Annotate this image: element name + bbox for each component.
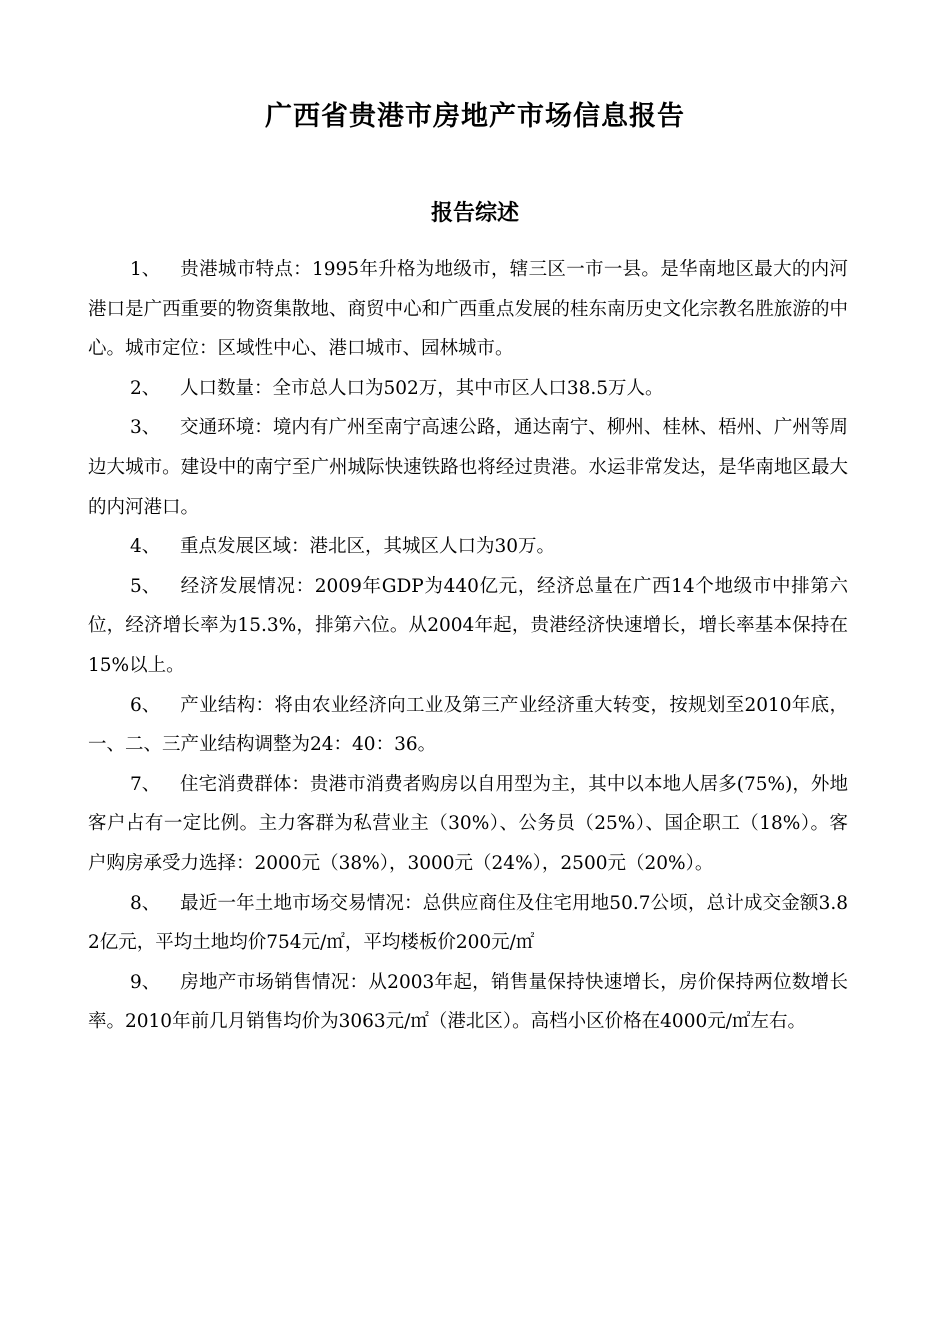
item-text: 经济发展情况：2009年GDP为440亿元，经济总量在广西14个地级市中排第六位，经济增长率为15.3%，排第六位。从2004年起，贵港经济快速增长，增长率基本保持在15%以上。 bbox=[88, 575, 848, 676]
summary-item-4 bbox=[88, 527, 848, 567]
summary-item-9 bbox=[88, 963, 848, 1042]
item-number: 6、 bbox=[130, 694, 161, 716]
item-number: 4、 bbox=[130, 536, 161, 558]
item-number: 5、 bbox=[130, 575, 161, 597]
summary-item-8 bbox=[88, 884, 848, 963]
item-number: 1、 bbox=[130, 259, 161, 280]
item-text: 贵港城市特点：1995年升格为地级市，辖三区一市一县。是华南地区最大的内河港口是广西重要的物资集散地、商贸中心和广西重点发展的桂东南历史文化宗教名胜旅游的中心。城市定位：区域性中心、港口城市、园林城市。 bbox=[88, 259, 848, 360]
item-text: 房地产市场销售情况：从2003年起，销售量保持快速增长，房价保持两位数增长率。2010年前几月销售均价为3063元/㎡（港北区）。高档小区价格在4000元/㎡左右。 bbox=[88, 971, 848, 1033]
summary-item-1 bbox=[88, 250, 848, 369]
section-title: 报告综述 bbox=[430, 201, 519, 226]
item-number: 9、 bbox=[130, 971, 161, 993]
summary-list bbox=[88, 250, 848, 1042]
item-text: 人口数量：全市总人口为502万，其中市区人口38.5万人。 bbox=[180, 377, 664, 399]
summary-item-6 bbox=[88, 686, 848, 765]
document-title: 广西省贵港市房地产市场信息报告 bbox=[265, 101, 685, 132]
item-number: 2、 bbox=[130, 377, 161, 399]
item-number: 3、 bbox=[130, 417, 161, 439]
summary-item-3 bbox=[88, 408, 848, 527]
item-text: 产业结构：将由农业经济向工业及第三产业经济重大转变，按规划至2010年底，一、二、三产业结构调整为24：40：36。 bbox=[88, 694, 848, 756]
item-text: 交通环境：境内有广州至南宁高速公路，通达南宁、柳州、桂林、梧州、广州等周边大城市。建设中的南宁至广州城际快速铁路也将经过贵港。水运非常发达，是华南地区最大的内河港口。 bbox=[88, 417, 848, 518]
item-number: 8、 bbox=[130, 892, 161, 914]
summary-item-5 bbox=[88, 567, 848, 686]
item-text: 最近一年土地市场交易情况：总供应商住及住宅用地50.7公顷，总计成交金额3.82亿元，平均土地均价754元/㎡，平均楼板价200元/㎡ bbox=[88, 892, 848, 954]
summary-item-2 bbox=[88, 369, 848, 409]
summary-item-7 bbox=[88, 765, 848, 884]
item-text: 重点发展区域：港北区，其城区人口为30万。 bbox=[180, 536, 556, 558]
item-number: 7、 bbox=[130, 773, 161, 795]
item-text: 住宅消费群体：贵港市消费者购房以自用型为主，其中以本地人居多(75%)，外地客户占有一定比例。主力客群为私营业主（30%）、公务员（25%）、国企职工（18%）。客户购房承受力选择：2000元（38%），3000元（24%），2500元（20%）。 bbox=[88, 773, 848, 874]
